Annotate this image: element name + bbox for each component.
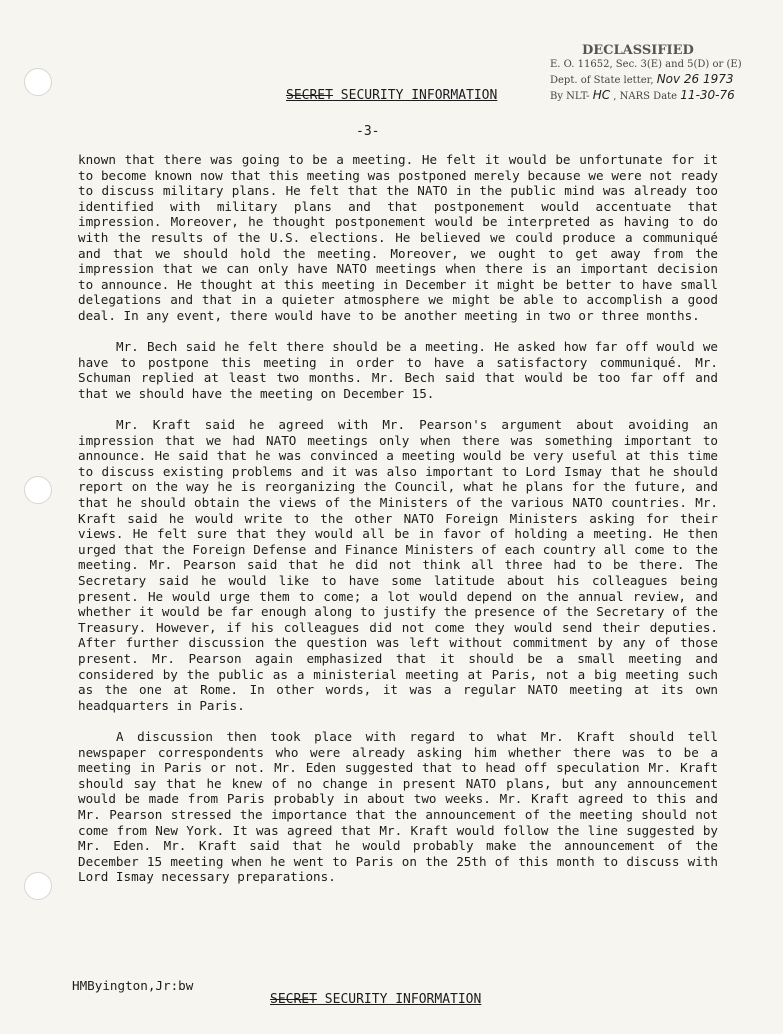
declassification-stamp [548,44,773,104]
letter-label: Dept. of State letter, [550,75,654,86]
header-text: SECURITY INFORMATION [332,88,498,103]
nars-date-label: , NARS Date [613,91,678,102]
by-handwritten: HC [592,88,611,102]
paragraph: known that there was going to be a meeting. He felt it would be unfortunate for it to become known now that this meeting was postponed merely because we were not ready to discuss military plans. He felt that the NATO in the public mind was already too identified with military plans and that postponement would accentuate that impression. Moreover, he thought postponement would be interpreted as having to do with the results of the U.S. elections. He believed we could produce a communiqué and that we should hold the meeting. Moreover, we ought to get away from the impression that we can only have NATO meetings when there is an important decision to announce. He thought at this meeting in December it might be better to have small delegations and that in a quieter atmosphere we might be able to accomplish a good deal. In any event, there would have to be another meeting in two or three months. [78,152,718,323]
declassified-by [548,88,773,104]
document-body [78,152,718,901]
header-struck-word: SECRET [286,88,333,103]
punch-hole-top [24,68,52,96]
punch-hole-middle [24,476,52,504]
page-number: -3- [356,124,380,139]
author-initials: HMByington,Jr:bw [72,978,194,993]
footer-text: SECURITY INFORMATION [316,992,482,1007]
letter-handwritten: Nov 26 1973 [656,72,734,86]
security-footer [270,992,481,1007]
nars-date-handwritten: 11-30-76 [680,88,735,102]
declassified-authority: E. O. 11652, Sec. 3(E) and 5(D) or (E) [550,59,742,70]
footer-struck-word: SECRET [270,992,317,1007]
declassified-letter [548,72,773,88]
declassified-title: DECLASSIFIED [582,43,694,58]
by-label: By NLT- [550,91,590,102]
paragraph: Mr. Bech said he felt there should be a meeting. He asked how far off would we have to postpone this meeting in order to have a satisfactory communiqué. Mr. Schuman replied at least two months. Mr. Bech said that would be too far off and that we should have the meeting on December 15. [78,339,718,401]
security-header [286,88,497,103]
paragraph: Mr. Kraft said he agreed with Mr. Pearson's argument about avoiding an impression that we had NATO meetings only when there was something important to announce. He said that he was convinced a meeting would be very useful at this time to discuss existing problems and it was also important to Lord Ismay that he should report on the way he is reorganizing the Council, what he plans for the future, and that he should obtain the views of the Ministers of the various NATO countries. Mr. Kraft said he would write to the other NATO Foreign Ministers asking for their views. He felt sure that they would all be in favor of holding a meeting. He then urged that the Foreign Defense and Finance Ministers of each country all come to the meeting. Mr. Pearson said that he did not think all three had to be there. The Secretary said he would like to have some latitude about his colleagues being present. He would urge them to come; a lot would depend on the annual review, and whether it would be far enough along to justify the presence of the Secretary of the Treasury. However, if his colleagues did not come they would send their deputies. After further discussion the question was left without commitment by any of those present. Mr. Pearson again emphasized that it should be a small meeting and considered by the public as a ministerial meeting at Paris, not a big meeting such as the one at Rome. In other words, it was a regular NATO meeting at its own headquarters in Paris. [78,417,718,713]
paragraph: A discussion then took place with regard to what Mr. Kraft should tell newspaper correspondents who were already asking him whether there was to be a meeting in Paris or not. Mr. Eden suggested that to head off speculation Mr. Kraft should say that he knew of no change in present NATO plans, but any announcement would be made from Paris probably in about two weeks. Mr. Kraft agreed to this and Mr. Pearson stressed the importance that the announcement of the meeting should not come from New York. It was agreed that Mr. Kraft would follow the line suggested by Mr. Eden. Mr. Kraft said that he would probably make the announcement of the December 15 meeting when he went to Paris on the 25th of this month to discuss with Lord Ismay necessary preparations. [78,728,718,885]
punch-hole-bottom [24,872,52,900]
